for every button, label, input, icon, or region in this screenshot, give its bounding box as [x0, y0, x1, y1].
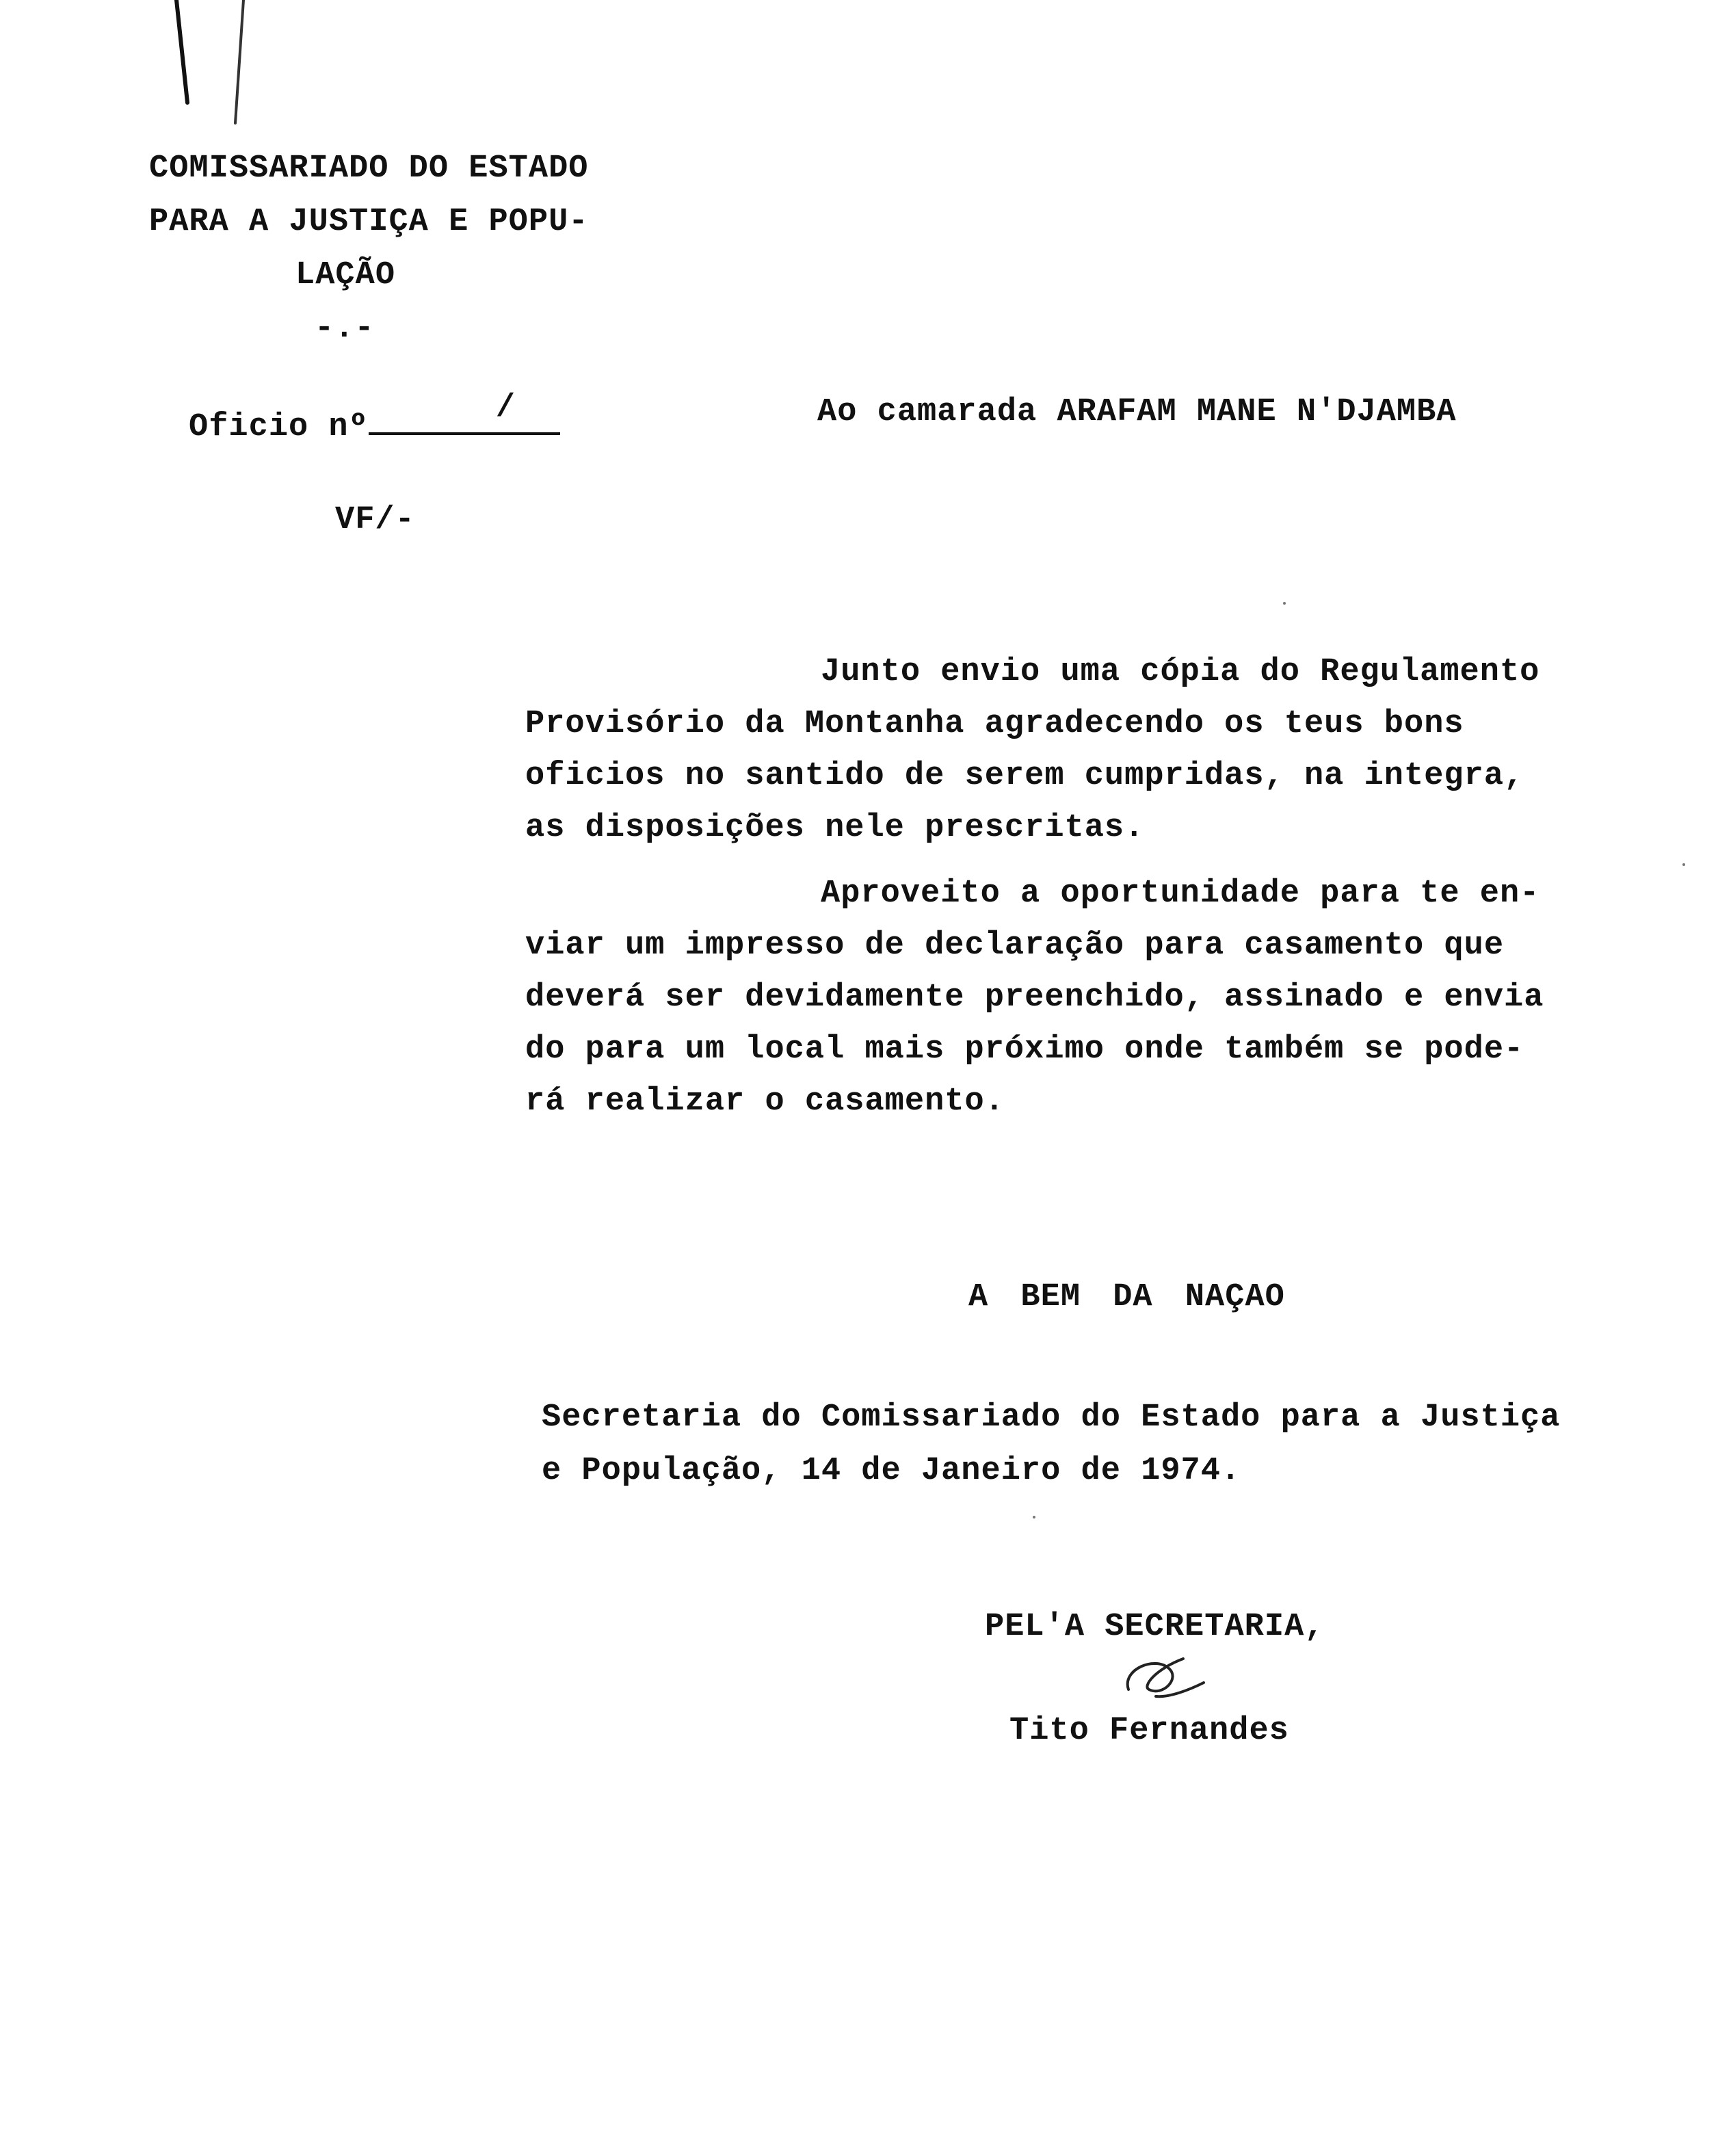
body-line: viar um impresso de declaração para casamento que	[525, 928, 1505, 964]
letter-body	[525, 646, 1544, 1127]
body-paragraph-2	[525, 867, 1544, 1127]
letterhead-line-1: COMISSARIADO DO ESTADO	[149, 150, 589, 187]
office-number-label: Oficio nº	[189, 409, 369, 445]
paper-speck	[1033, 1516, 1035, 1519]
letterhead-line-2: PARA A JUSTIÇA E POPU-	[149, 204, 589, 240]
letterhead-separator: -.-	[315, 311, 375, 347]
office-number	[189, 390, 560, 454]
office-number-blank-line	[369, 390, 560, 435]
paper-speck	[1283, 602, 1286, 605]
office-number-slash: /	[495, 390, 516, 426]
letterhead	[149, 142, 589, 356]
body-paragraph-1	[525, 646, 1544, 854]
body-line: Aproveito a oportunidade para te en-	[821, 876, 1540, 912]
signoff: PEL'A SECRETARIA,	[985, 1609, 1325, 1645]
body-line: as disposições nele prescritas.	[525, 810, 1145, 846]
body-line: Junto envio uma cópia do Regulamento	[821, 654, 1540, 690]
letterhead-line-3: LAÇÃO	[295, 257, 396, 293]
body-line: Provisório da Montanha agradecendo os teus bons	[525, 706, 1464, 742]
body-line: oficios no santido de serem cumpridas, na integra,	[525, 758, 1524, 794]
body-line: rá realizar o casamento.	[525, 1083, 1005, 1120]
margin-pen-marks	[164, 0, 260, 137]
handwritten-signature	[1115, 1648, 1211, 1710]
reference-code: VF/-	[335, 502, 415, 538]
closing-formula: A BEM DA NAÇAO	[968, 1279, 1285, 1315]
body-line: do para um local mais próximo onde também se pode-	[525, 1031, 1524, 1068]
addressee-line: Ao camarada ARAFAM MANE N'DJAMBA	[817, 394, 1457, 430]
signer-name: Tito Fernandes	[1009, 1713, 1289, 1749]
place-date-line-2: e População, 14 de Janeiro de 1974.	[542, 1453, 1241, 1489]
body-line: deverá ser devidamente preenchido, assinado e envia	[525, 980, 1544, 1016]
place-date-line-1: Secretaria do Comissariado do Estado para a Justiça	[542, 1399, 1561, 1436]
paper-speck	[1682, 863, 1685, 866]
place-and-date	[542, 1391, 1560, 1498]
